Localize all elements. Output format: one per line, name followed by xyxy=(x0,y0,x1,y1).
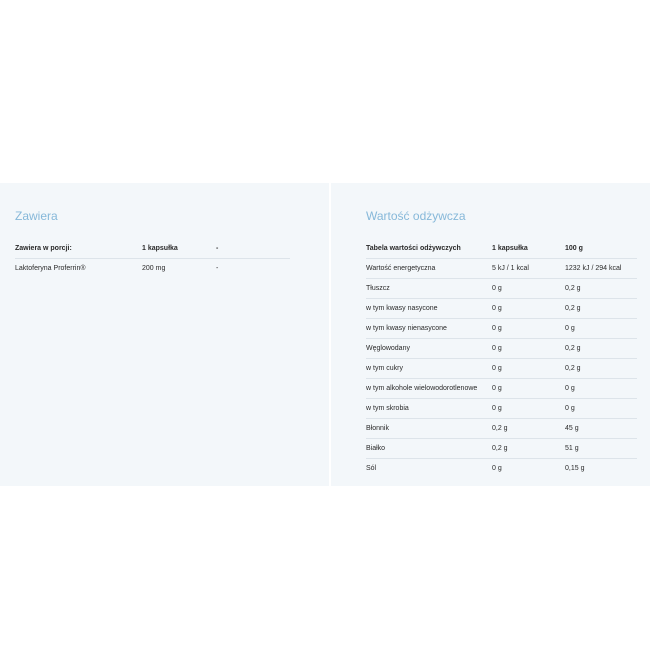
nutrient-per-capsule: 0 g xyxy=(492,379,565,399)
nutrient-per-capsule: 5 kJ / 1 kcal xyxy=(492,259,565,279)
nutrient-name: w tym kwasy nasycone xyxy=(366,299,492,319)
nutrient-per-100g: 51 g xyxy=(565,439,637,459)
contains-header-extra: - xyxy=(216,239,290,259)
ingredient-name: Laktoferyna Proferrin® xyxy=(15,265,86,272)
nutrition-table xyxy=(366,239,637,478)
nutrient-per-capsule: 0 g xyxy=(492,399,565,419)
table-row xyxy=(366,359,637,379)
nutrient-per-100g: 45 g xyxy=(565,419,637,439)
ingredient-amount: 200 mg xyxy=(142,265,166,272)
nutrient-per-100g: 0 g xyxy=(565,399,637,419)
table-row xyxy=(366,419,637,439)
table-row xyxy=(366,319,637,339)
nutrient-per-100g: 0 g xyxy=(565,379,637,399)
nutrient-name: Błonnik xyxy=(366,419,492,439)
nutrient-per-100g: 0,2 g xyxy=(565,299,637,319)
nutrient-name: Białko xyxy=(366,439,492,459)
contains-table xyxy=(15,239,290,278)
nutrient-name: w tym cukry xyxy=(366,359,492,379)
nutrient-per-100g: 0 g xyxy=(565,319,637,339)
nutrient-per-100g: 0,2 g xyxy=(565,359,637,379)
info-band xyxy=(0,183,650,486)
nutrient-per-100g: 0,15 g xyxy=(565,465,585,472)
nutrient-per-capsule: 0 g xyxy=(492,319,565,339)
nutrient-per-capsule: 0,2 g xyxy=(492,419,565,439)
nutrient-name: w tym kwasy nienasycone xyxy=(366,319,492,339)
contains-title: Zawiera xyxy=(15,209,58,223)
nutrition-title: Wartość odżywcza xyxy=(366,209,466,223)
nutrient-name: w tym skrobia xyxy=(366,399,492,419)
contains-panel xyxy=(0,183,329,486)
table-row xyxy=(366,379,637,399)
nutrient-per-100g: 1232 kJ / 294 kcal xyxy=(565,259,637,279)
nutrient-name: Tłuszcz xyxy=(366,279,492,299)
table-row xyxy=(366,339,637,359)
ingredient-extra: - xyxy=(216,265,219,272)
nutrient-per-capsule: 0 g xyxy=(492,465,502,472)
contains-header-portion: 1 kapsułka xyxy=(142,239,216,259)
contains-header-row xyxy=(15,239,290,259)
nutrient-per-capsule: 0 g xyxy=(492,359,565,379)
nutrient-per-capsule: 0 g xyxy=(492,299,565,319)
nutrient-per-capsule: 0 g xyxy=(492,339,565,359)
nutrition-panel xyxy=(331,183,650,486)
nutrient-per-100g: 0,2 g xyxy=(565,339,637,359)
nutrient-name: Węglowodany xyxy=(366,339,492,359)
nutrient-per-capsule: 0 g xyxy=(492,279,565,299)
table-row xyxy=(366,279,637,299)
contains-header-name: Zawiera w porcji: xyxy=(15,239,142,259)
table-row xyxy=(15,259,290,279)
nutrition-header-name: Tabela wartości odżywczych xyxy=(366,239,492,259)
nutrient-name: Sól xyxy=(366,465,377,472)
table-row xyxy=(366,259,637,279)
nutrient-per-100g: 0,2 g xyxy=(565,279,637,299)
table-row xyxy=(366,299,637,319)
nutrition-header-100g: 100 g xyxy=(565,239,637,259)
nutrient-name: Wartość energetyczna xyxy=(366,259,492,279)
nutrient-per-capsule: 0,2 g xyxy=(492,439,565,459)
nutrition-header-capsule: 1 kapsułka xyxy=(492,239,565,259)
table-row xyxy=(366,459,637,479)
nutrition-header-row xyxy=(366,239,637,259)
table-row xyxy=(366,439,637,459)
table-row xyxy=(366,399,637,419)
nutrient-name: w tym alkohole wielowodorotlenowe xyxy=(366,379,492,399)
